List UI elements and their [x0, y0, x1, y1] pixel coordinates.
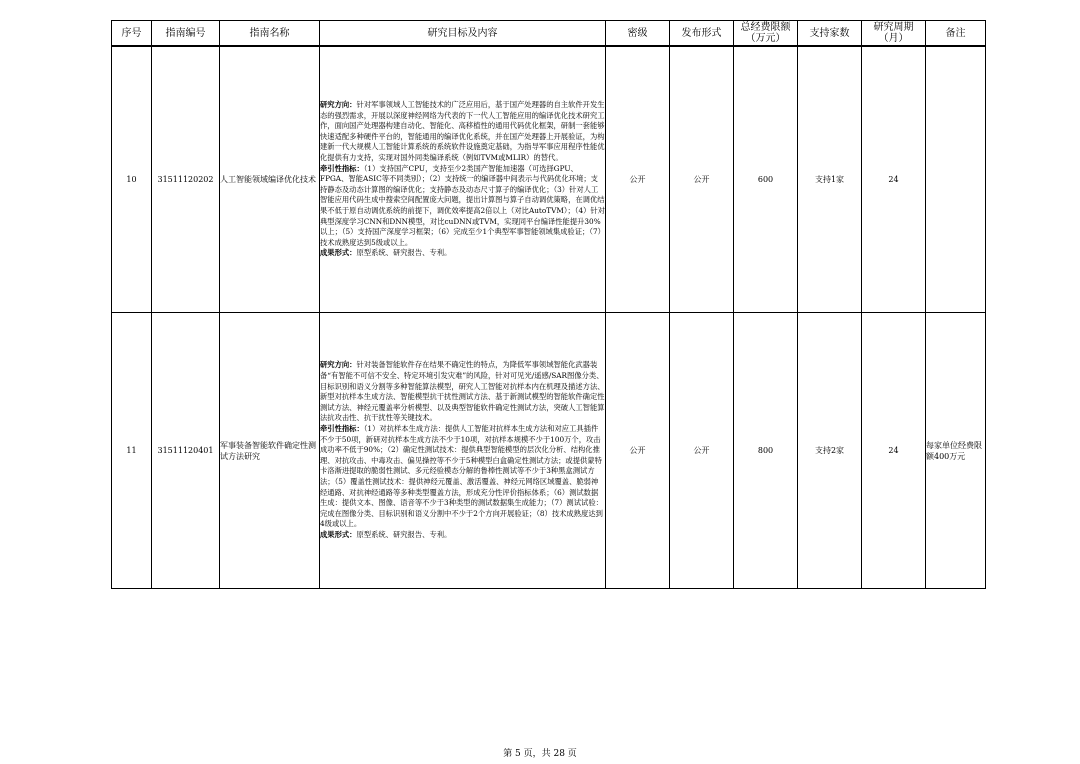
result-label: 成果形式：	[320, 248, 357, 258]
row-remark: 每家单位经费限额400万元	[926, 313, 986, 589]
indicator-label: 牵引性指标：	[320, 163, 364, 173]
result-form	[320, 530, 605, 541]
header-remark: 备注	[926, 21, 986, 47]
guiding-indicators	[320, 424, 605, 530]
indicator-text: （1）对抗样本生成方法：提供人工智能对抗样本生成方法和对应工具插件不少于50项，新研对抗样本生成方法不少于10项，对抗样本规模不少于100万个，攻击成功率不低于90%；（2）确定性测试技术：提供典型智能模型的层次化分析、结构化推理、对抗攻击、中毒攻击、偏见操控等不少于5种模型白盒确定性测试方法；或提供蒙特卡洛渐进提取的脆弱性测试、多元经验模态分解的鲁棒性测试等不少于3种黑盒测试方法；（5）覆盖性测试技术：提供神经元覆盖、激活覆盖、神经元网络区域覆盖、脆弱神经通路、对抗神经通路等多种类型覆盖方法，形成充分性评价指标体系；（6）测试数据生成：提供文本、图像、语音等不少于3种类型的测试数据集生成能力；（7）测试试验：完成在图像分类、目标识别和语义分割中不少于2个方向开展验证；（8）技术成熟度达到4级或以上。	[320, 424, 603, 529]
direction-text: 针对装备智能软件存在结果不确定性的特点，为降低军事领域智能化武器装备“有智能不可信不安全、特定环境引发灾难”的风险，针对可见光/遥感/SAR图像分类、目标识别和语义分割等多种智能算法模型，研究人工智能对抗样本内在机理及描述方法、新型对抗样本生成方法、智能模型抗干扰性测试方法、基于新测试模型的智能软件确定性测试方法、神经元覆盖率分析模型、以及典型智能软件确定性测试方法，突破人工智能算法抗攻击性、抗干扰性等关键技术。	[320, 360, 605, 423]
header-budget	[734, 21, 798, 47]
header-row	[112, 21, 986, 47]
header-period-line1: 研究周期	[873, 22, 914, 33]
indicator-label: 牵引性指标：	[320, 424, 364, 434]
row-remark	[926, 46, 986, 313]
row-support: 支持2家	[798, 313, 862, 589]
row-name: 人工智能领域编译优化技术	[220, 46, 320, 313]
row-budget: 800	[734, 313, 798, 589]
direction-label: 研究方向：	[320, 100, 357, 110]
row-name: 军事装备智能软件确定性测试方法研究	[220, 313, 320, 589]
row-period: 24	[862, 313, 926, 589]
table-row	[112, 46, 986, 313]
table-row	[112, 313, 986, 589]
header-guide-name: 指南名称	[220, 21, 320, 47]
row-content	[320, 313, 606, 589]
row-publish: 公开	[670, 46, 734, 313]
header-index: 序号	[112, 21, 152, 47]
row-budget: 600	[734, 46, 798, 313]
row-index: 10	[112, 46, 152, 313]
header-budget-line1: 总经费限额	[740, 22, 791, 33]
row-support: 支持1家	[798, 46, 862, 313]
research-direction	[320, 100, 605, 164]
row-index: 11	[112, 313, 152, 589]
guide-table	[111, 20, 986, 589]
header-budget-line2: （万元）	[745, 33, 786, 44]
guiding-indicators	[320, 164, 605, 249]
row-content	[320, 46, 606, 313]
page-footer: 第 5 页，共 28 页	[503, 749, 577, 759]
row-code: 31511120401	[152, 313, 220, 589]
research-direction	[320, 360, 605, 424]
direction-text: 针对军事领域人工智能技术的广泛应用后，基于国产处理器的自主软件开发生态的强烈需求，开展以深度神经网络为代表的下一代人工智能应用的编译优化技术研究工作，面向国产处理器构建自动化、智能化、高移植性的通用代码优化框架，研制一套能够快速适配多种硬件平台的，智能通用的编译优化系统，并在国产处理器上开展验证，为构建新一代大规模人工智能计算系统的系统软件设施奠定基础，为指导军事应用程序性能优化提供有力支持，实现对国外同类编译系统（例如TVM或MLIR）的替代。	[320, 100, 605, 163]
row-secrecy: 公开	[606, 46, 670, 313]
header-content: 研究目标及内容	[320, 21, 606, 47]
result-text: 原型系统、研究报告、专利。	[356, 248, 452, 258]
header-support-count: 支持家数	[798, 21, 862, 47]
header-period-line2: （月）	[878, 33, 909, 44]
result-text: 原型系统、研究报告、专利。	[356, 529, 452, 539]
header-guide-code: 指南编号	[152, 21, 220, 47]
header-publish-form: 发布形式	[670, 21, 734, 47]
header-secrecy: 密级	[606, 21, 670, 47]
row-period: 24	[862, 46, 926, 313]
row-code: 31511120202	[152, 46, 220, 313]
result-label: 成果形式：	[320, 529, 357, 539]
header-period	[862, 21, 926, 47]
row-secrecy: 公开	[606, 313, 670, 589]
row-publish: 公开	[670, 313, 734, 589]
result-form	[320, 248, 605, 259]
indicator-text: （1）支持国产CPU，支持至少2类国产智能加速器（可选择GPU、FPGA、智能ASIC等不同类别）；（2）支持统一的编译器中间表示与代码优化环境；支持静态及动态计算图的编译优化；支持静态及动态尺寸算子的编译优化；（3）针对人工智能应用代码生成中搜索空间配置庞大问题，提出计算图与算子自动调优策略，在调优结果不低于原自动调优系统的前提下，调优效率提高2倍以上（对比AutoTVM）；（4）针对典型深度学习CNN和DNN模型，对比cuDNN或TVM，实现同平台编译性能提升30%以上；（5）支持国产深度学习框架；（6）完成至少1个典型军事智能领域集成验证；（7）技术成熟度达到5级或以上。	[320, 163, 605, 247]
direction-label: 研究方向：	[320, 360, 357, 370]
